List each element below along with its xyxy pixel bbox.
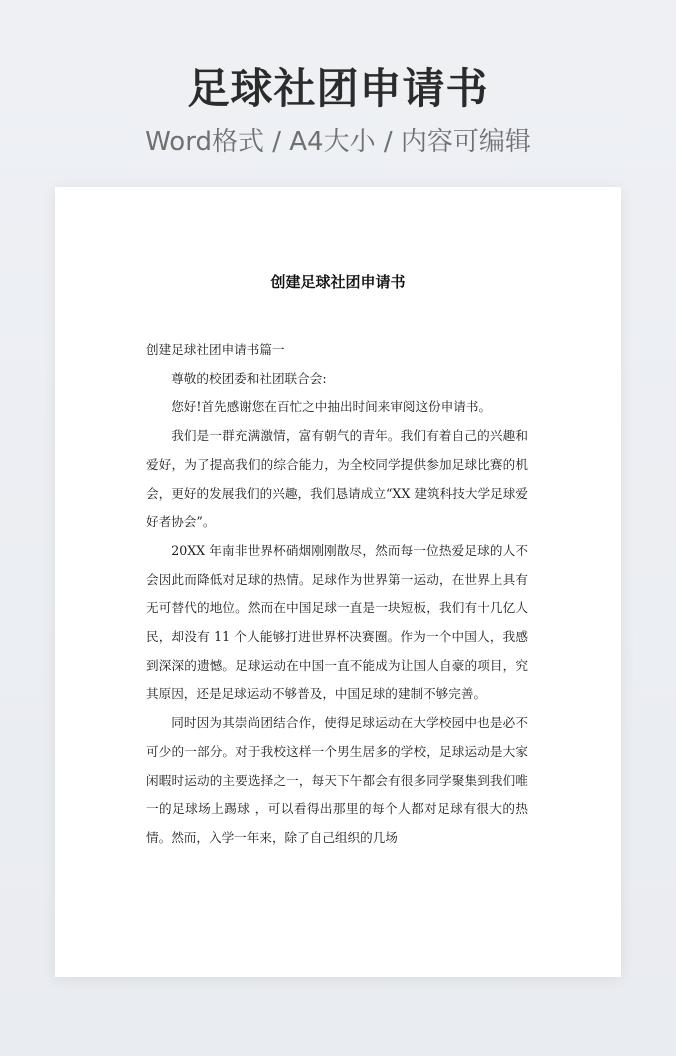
page-subtitle: Word格式 / A4大小 / 内容可编辑	[145, 127, 531, 157]
section-heading: 创建足球社团申请书篇一	[146, 342, 285, 357]
body-paragraph: 同时因为其崇尚团结合作，使得足球运动在大学校园中也是必不可少的一部分。对于我校这样一个男生居多的学校，足球运动是大家闲暇时运动的主要选择之一，每天下午都会有很多同学聚集到我们唯一的足球场上踢球 ，可以看得出那里的每个人都对足球有很大的热情。然而，入学一年来，除了自己组织的几场	[146, 715, 528, 845]
document-title: 创建足球社团申请书	[270, 273, 406, 291]
body-paragraph: 20XX 年南非世界杯硝烟刚刚散尽，然而每一位热爱足球的人不会因此而降低对足球的热情。足球作为世界第一运动，在世界上具有无可替代的地位。然而在中国足球一直是一块短板，我们有十几亿人民，却没有 11 个人能够打进世界杯决赛圈。作为一个中国人，我感到深深的遗憾。足球运动在中国一直不能成为让国人自豪的项目，究其原因，还是足球运动不够普及，中国足球的建制不够完善。	[146, 542, 528, 702]
document-body	[146, 336, 528, 853]
page-title: 足球社团申请书	[187, 64, 489, 113]
body-paragraph: 我们是一群充满激情，富有朝气的青年。我们有着自己的兴趣和爱好，为了提高我们的综合能力，为全校同学提供参加足球比赛的机会，更好的发展我们的兴趣，我们恳请成立“XX 建筑科技大学足球爱好者协会”。	[146, 428, 528, 530]
salutation: 尊敬的校团委和社团联合会:	[171, 370, 327, 386]
greeting-paragraph: 您好!首先感谢您在百忙之中抽出时间来审阅这份申请书。	[171, 399, 492, 415]
page-header	[0, 58, 676, 162]
